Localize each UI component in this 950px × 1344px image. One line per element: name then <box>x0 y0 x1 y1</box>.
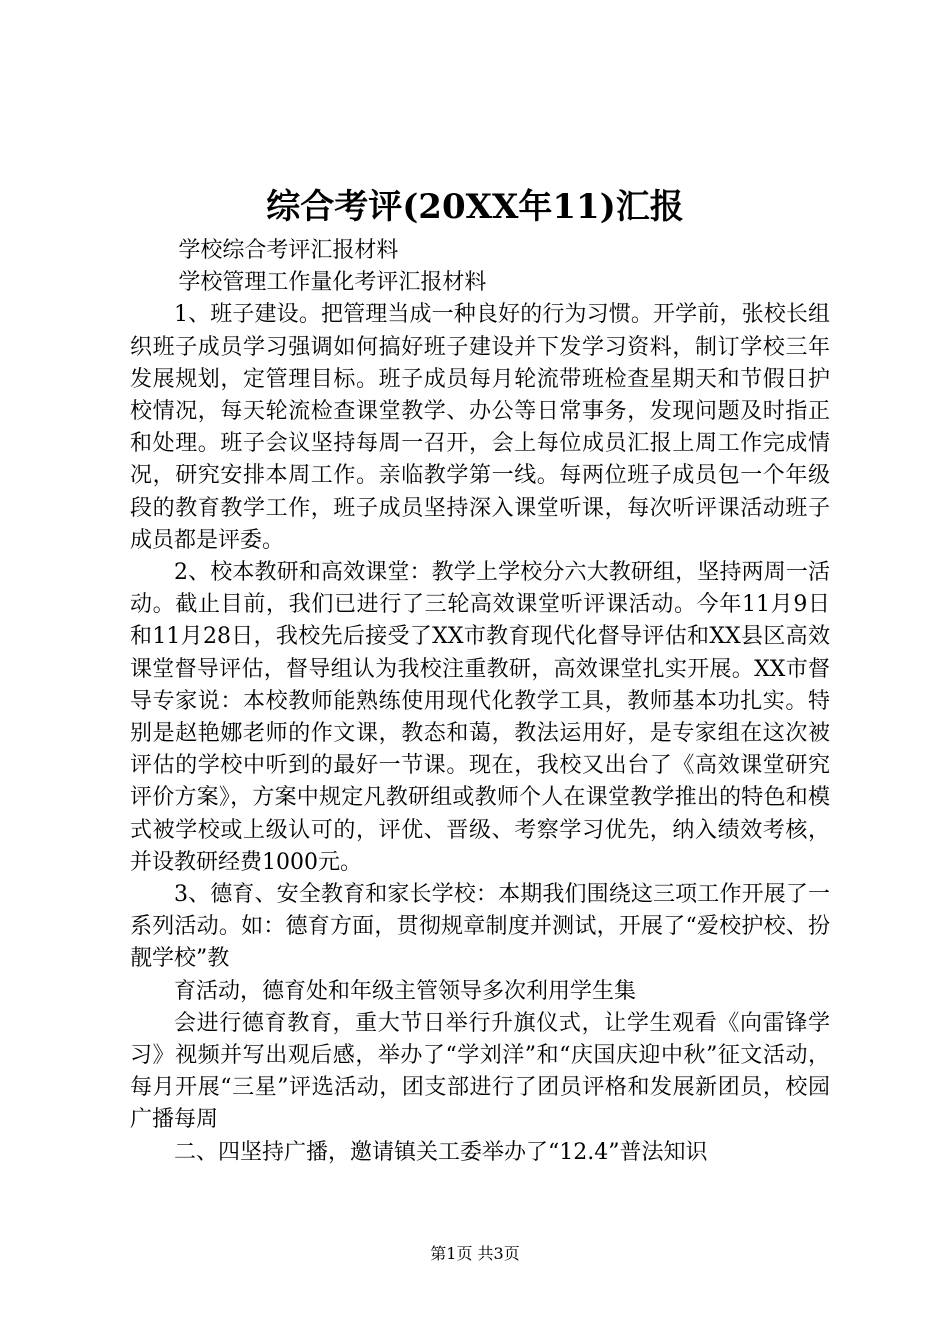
paragraph-education-activity: 育活动，德育处和年级主管领导多次利用学生集 <box>174 978 637 1004</box>
paragraph-subtitle-2: 学校管理工作量化考评汇报材料 <box>178 270 487 296</box>
paragraph-teaching-research: 2、校本教研和高效课堂：教学上学校分六大教研组，坚持两周一活动。截止目前，我们已进行了三轮高效课堂听评课活动。今年11月9日和11月28日，我校先后接受了XX市教育现代化督导评估和XX县区高效课堂督导评估，督导组认为我校注重教研，高效课堂扎实开展。XX市督导专家说：本校教师能熟练使用现代化教学工具，教师基本功扎实。特别是赵艳娜老师的作文课，教态和蔼，教法运用好，是专家组在这次被评估的学校中听到的最好一节课。现在，我校又出台了《高效课堂研究评价方案》，方案中规定凡教研组或教师个人在课堂教学推出的特色和模式被学校或上级认可的，评优、晋级、考察学习优先，纳入绩效考核，并设教研经费1000元。 <box>130 560 830 875</box>
paragraph-subtitle-1: 学校综合考评汇报材料 <box>178 238 399 263</box>
paragraph-moral-education: 3、德育、安全教育和家长学校：本期我们围绕这三项工作开展了一系列活动。如：德育方面，贯彻规章制度并测试，开展了“爱校护校、扮靓学校”教 <box>130 882 830 972</box>
paragraph-team-building: 1、班子建设。把管理当成一种良好的行为习惯。开学前，张校长组织班子成员学习强调如何搞好班子建设并下发学习资料，制订学校三年发展规划，定管理目标。班子成员每月轮流带班检查星期天和节假日护校情况，每天轮流检查课堂教学、办公等日常事务，发现问题及时指正和处理。班子会议坚持每周一召开，会上每位成员汇报上周工作完成情况，研究安排本周工作。亲临教学第一线。每两位班子成员包一个年级段的教育教学工作，班子成员坚持深入课堂听课，每次听评课活动班子成员都是评委。 <box>130 302 830 553</box>
paragraph-assembly: 会进行德育教育，重大节日举行升旗仪式，让学生观看《向雷锋学习》视频并写出观后感，举办了“学刘洋”和“庆国庆迎中秋”征文活动，每月开展“三星”评选活动，团支部进行了团员评格和发展新团员，校园广播每周 <box>130 1010 830 1133</box>
page-footer: 第1页 共3页 <box>430 1244 520 1263</box>
document-body <box>130 235 830 1169</box>
paragraph-broadcast: 二、四坚持广播，邀请镇关工委举办了“12.4”普法知识 <box>174 1139 708 1165</box>
document-title: 综合考评(20XX年11)汇报 <box>266 187 684 227</box>
